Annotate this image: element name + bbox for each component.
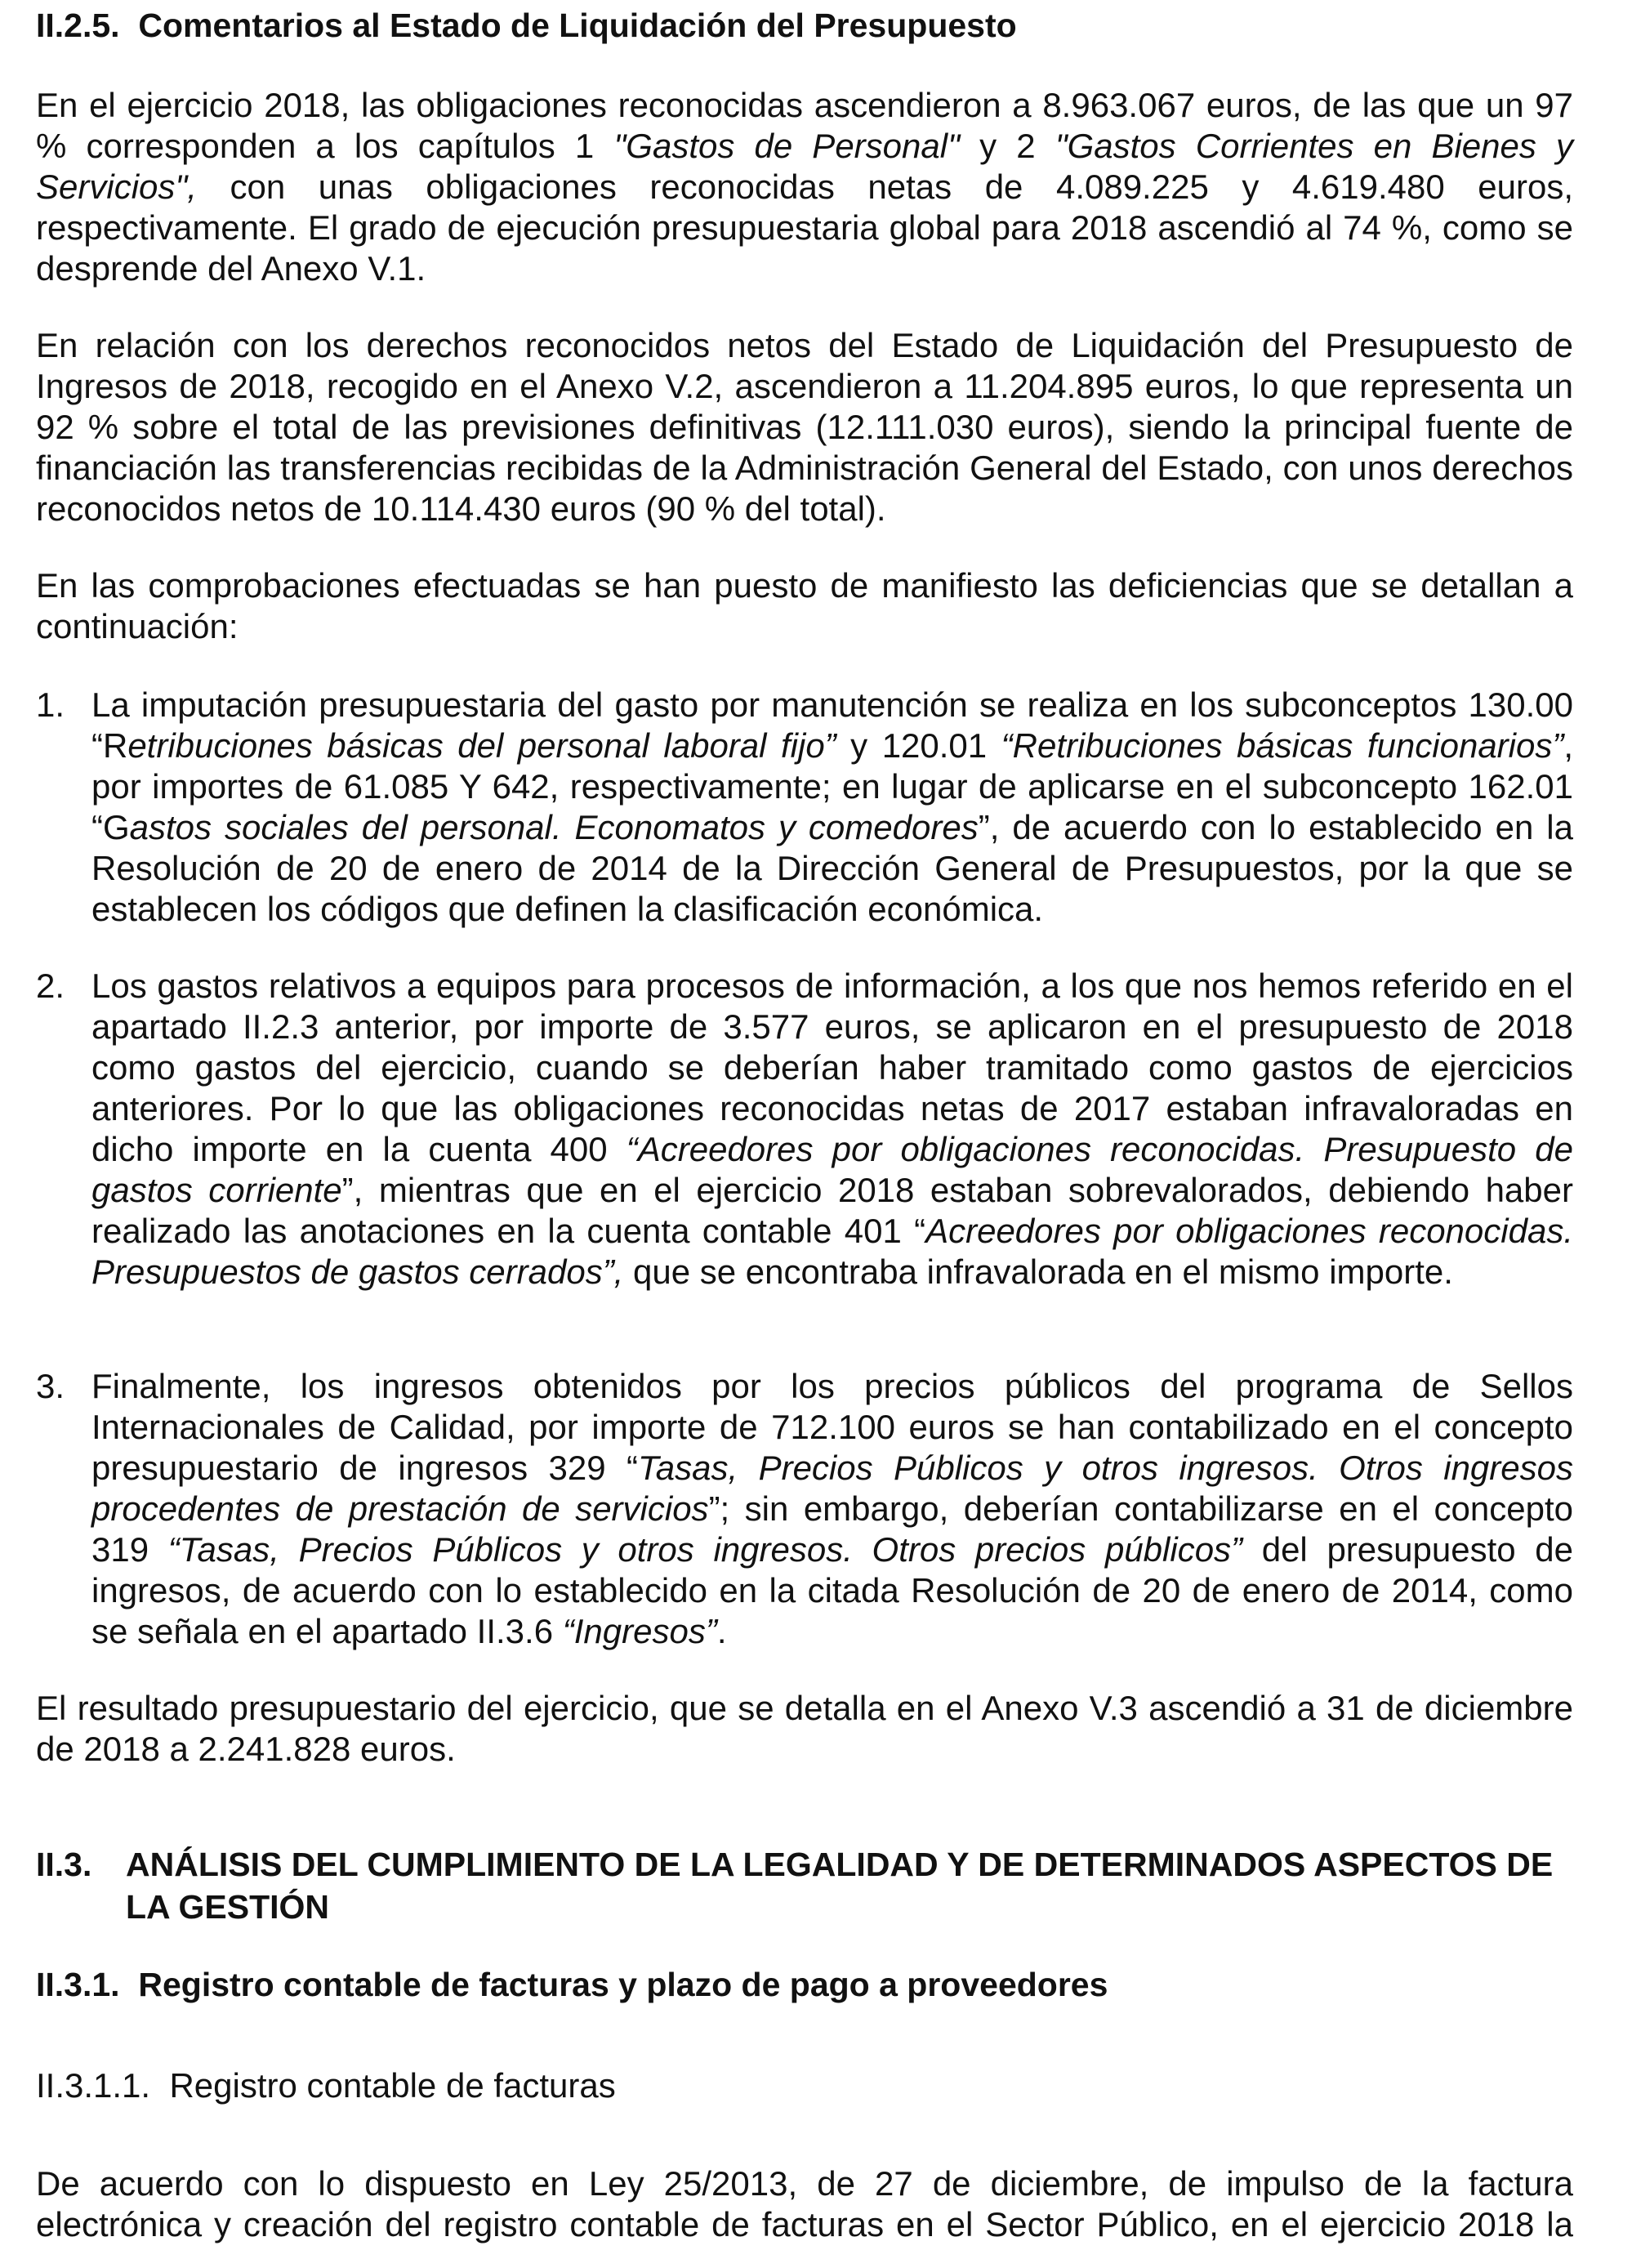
- italic-run: Tasas, Precios Públicos y otros ingresos. Otros ingresos procedentes de prestación de servicios: [91, 1449, 1573, 1528]
- list-item-text: [91, 685, 1573, 930]
- section-number: II.3.1.1.: [36, 2066, 151, 2105]
- italic-run: "Gastos Corrientes en Bienes y Servicios",: [36, 127, 1573, 206]
- italic-run: astos sociales del personal. Economatos y comedores: [129, 808, 979, 846]
- list-item-number: 1.: [36, 685, 65, 724]
- italic-run: etribuciones básicas del personal laboral fijo”: [127, 726, 836, 765]
- list-item-number: 3.: [36, 1367, 65, 1405]
- paragraph-resultado: El resultado presupuestario del ejercicio, que se detalla en el Anexo V.3 ascendió a 31 de diciembre de 2018 a 2.241.828 euros.: [36, 1689, 1573, 1768]
- paragraph-obligaciones: [36, 85, 1573, 289]
- text-run: Los gastos relativos a equipos para procesos de información, a los que nos hemos referido en el apartado II.2.3 anterior, por importe de 3.577 euros, se aplicaron en el presupuesto de 2018 como gastos del ejercicio, cuando se deberían haber tramitado como gastos de ejercicios anteriores. Por lo que las obligaciones reconocidas netas de 2017 estaban infravaloradas en dicho importe en la cuenta 400: [91, 967, 1573, 1168]
- text-run: y 120.01: [836, 726, 1001, 765]
- text-run: con unas obligaciones reconocidas netas de 4.089.225 y 4.619.480 euros, respectivamente. El grado de ejecución presupuestaria global para 2018 ascendió al 74 %, como se desprende del Anexo V.1.: [36, 167, 1573, 288]
- text-run: ”, mientras que en el ejercicio 2018 estaban sobrevalorados, debiendo haber realizado las anotaciones en la cuenta contable 401 “: [91, 1171, 1573, 1250]
- list-item-1: [36, 685, 1573, 930]
- italic-run: “Acreedores por obligaciones reconocidas. Presupuesto de gastos corriente: [91, 1130, 1573, 1209]
- list-item-3: [36, 1366, 1573, 1652]
- section-heading-2-3: [36, 1843, 1573, 1928]
- text-run: ”; sin embargo, deberían contabilizarse en el concepto 319: [91, 1489, 1573, 1569]
- section-number: II.3.1.: [36, 1966, 120, 2003]
- text-run: La imputación presupuestaria del gasto por manutención se realiza en los subconceptos 130.00 “R: [91, 685, 1573, 765]
- text-run: Finalmente, los ingresos obtenidos por los precios públicos del programa de Sellos Internacionales de Calidad, por importe de 712.100 euros se han contabilizado en el concepto presupuestario de ingresos 329 “: [91, 1367, 1573, 1487]
- section-number: II.3.: [36, 1846, 92, 1883]
- list-item-number: 2.: [36, 967, 65, 1005]
- section-heading-2-2-5: [36, 5, 1017, 46]
- italic-run: "Gastos de Personal": [613, 127, 960, 165]
- italic-run: “Retribuciones básicas funcionarios”: [1001, 726, 1564, 765]
- section-title: Registro contable de facturas: [169, 2066, 616, 2105]
- italic-run: “Tasas, Precios Públicos y otros ingresos. Otros precios públicos”: [167, 1530, 1243, 1569]
- text-run: .: [716, 1612, 727, 1650]
- text-run: y 2: [959, 127, 1055, 165]
- list-item-text: [91, 966, 1573, 1292]
- section-title: Comentarios al Estado de Liquidación del Presupuesto: [138, 7, 1017, 44]
- section-title: Registro contable de facturas y plazo de pago a proveedores: [138, 1966, 1108, 2003]
- section-number: II.2.5.: [36, 7, 120, 44]
- section-heading-2-3-1: [36, 1964, 1108, 2005]
- paragraph-registro-facturas: De acuerdo con lo dispuesto en Ley 25/2013, de 27 de diciembre, de impulso de la factura electrónica y creación del registro contable de facturas en el Sector Público, en el ejercicio 2018 la: [36, 2164, 1573, 2243]
- list-item-text: [91, 1366, 1573, 1652]
- text-run: , por importes de 61.085 Y 642, respectivamente; en lugar de aplicarse en el subconcepto 162.01 “G: [91, 726, 1574, 846]
- text-run: que se encontraba infravalorada en el mismo importe.: [623, 1252, 1453, 1291]
- text-run: del presupuesto de ingresos, de acuerdo con lo establecido en la citada Resolución de 20 de enero de 2014, como se señala en el apartado II.3.6: [91, 1530, 1573, 1650]
- italic-run: Acreedores por obligaciones reconocidas. Presupuestos de gastos cerrados”,: [91, 1212, 1573, 1291]
- italic-run: “Ingresos”: [562, 1612, 717, 1650]
- paragraph-comprobaciones: En las comprobaciones efectuadas se han puesto de manifiesto las deficiencias que se detallan a continuación:: [36, 566, 1573, 645]
- paragraph-derechos: En relación con los derechos reconocidos netos del Estado de Liquidación del Presupuesto de Ingresos de 2018, recogido en el Anexo V.2, ascendieron a 11.204.895 euros, lo que representa un 92 % sobre el total de las previsiones definitivas (12.111.030 euros), siendo la principal fuente de financiación las transferencias recibidas de la Administración General del Estado, con unos derechos reconocidos netos de 10.114.430 euros (90 % del total).: [36, 326, 1573, 528]
- text-run: ”, de acuerdo con lo establecido en la Resolución de 20 de enero de 2014 de la Dirección General de Presupuestos, por la que se establecen los códigos que definen la clasificación económica.: [91, 808, 1573, 928]
- section-heading-2-3-1-1: [36, 2065, 616, 2106]
- list-item-2: [36, 966, 1573, 1292]
- text-run: En el ejercicio 2018, las obligaciones reconocidas ascendieron a 8.963.067 euros, de las que un 97 % corresponden a los capítulos 1: [36, 86, 1573, 165]
- section-title: ANÁLISIS DEL CUMPLIMIENTO DE LA LEGALIDAD Y DE DETERMINADOS ASPECTOS DE LA GESTIÓN: [126, 1846, 1554, 1926]
